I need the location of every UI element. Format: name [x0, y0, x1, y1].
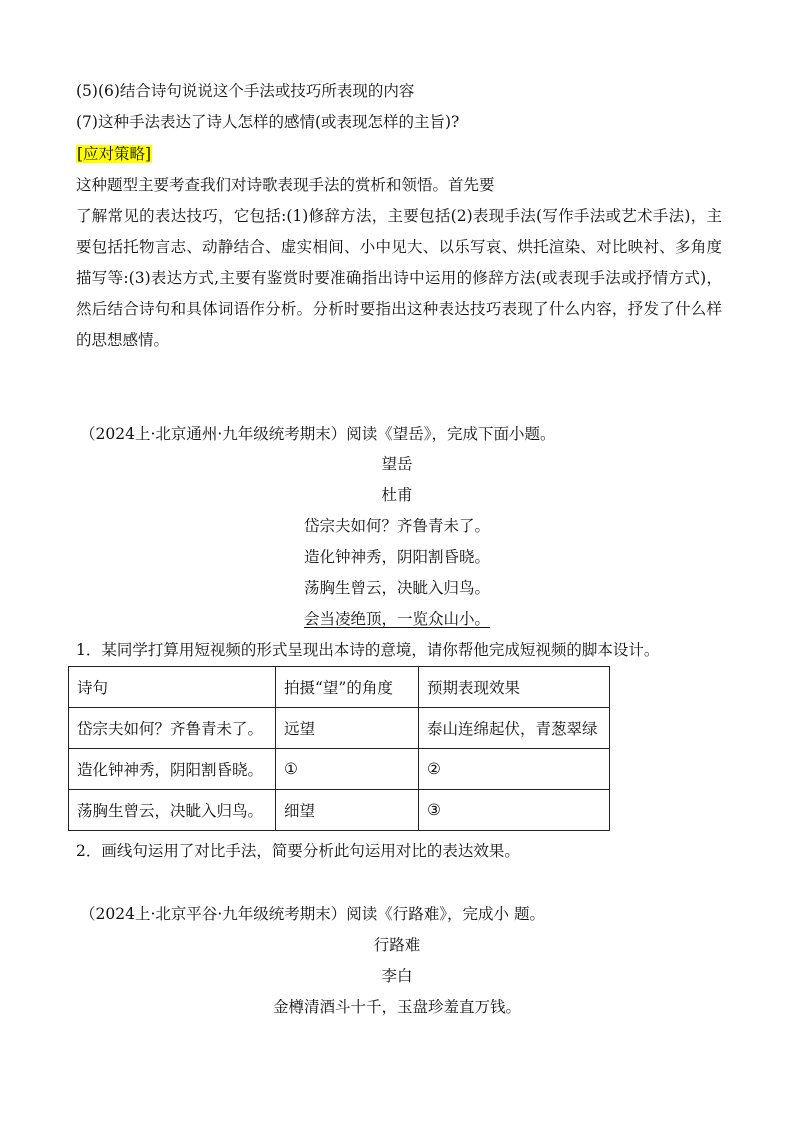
- poem1-line: 造化钟神秀，阴阳割昏晓。: [303, 548, 490, 566]
- table-cell: ①: [276, 749, 419, 790]
- table-header: 拍摄“望”的角度: [276, 667, 419, 708]
- section1-source: （2024上·北京通州·九年级统考期末）阅读《望岳》，完成下面小题。: [80, 425, 556, 443]
- poem2-author: 李白: [381, 967, 413, 985]
- section2-source: （2024上·北京平谷·九年级统考期末）阅读《行路难》，完成小 题。: [80, 905, 545, 923]
- script-table: [68, 666, 610, 831]
- table-cell: 荡胸生曾云，决眦入归鸟。: [69, 790, 276, 831]
- question-1: 1．某同学打算用短视频的形式呈现出本诗的意境，请你帮他完成短视频的脚本设计。: [76, 641, 660, 659]
- table-cell: 岱宗夫如何？齐鲁青未了。: [69, 708, 276, 749]
- poem1-line-underlined: [0, 608, 794, 630]
- strategy-line1: 这种题型主要考查我们对诗歌表现手法的赏析和领悟。首先要: [76, 176, 495, 194]
- poem1-title: 望岳: [381, 455, 413, 473]
- table-header: 诗句: [69, 667, 276, 708]
- table-header-row: [69, 667, 610, 708]
- strategy-body: 了解常见的表达技巧，它包括:(1)修辞方法，主要包括(2)表现手法(写作手法或艺术手法)，主要包括托物言志、动静结合、虚实相间、小中见大、以乐写哀、烘托渲染、对比映衬、多角度描写等:(3)表达方式,主要有鉴赏时要准确指出诗中运用的修辞方法(或表现手法或抒情方式)，然后结合诗句和具体词语作分析。分析时要指出这种表达技巧表现了什么内容，抒发了什么样的思想感情。: [76, 207, 722, 349]
- table-row: [69, 749, 610, 790]
- strategy-label: [应对策略]: [77, 145, 152, 163]
- table-cell: 造化钟神秀，阴阳割昏晓。: [69, 749, 276, 790]
- table-cell: 远望: [276, 708, 419, 749]
- poem1-line: 荡胸生曾云，决眦入归鸟。: [303, 579, 490, 597]
- poem2-line: 金樽清酒斗十千，玉盘珍羞直万钱。: [272, 998, 521, 1016]
- table-cell: ②: [419, 749, 610, 790]
- strategy-label-line: [76, 143, 152, 165]
- underlined-verse: 会当凌绝顶，一览众山小。: [303, 610, 490, 628]
- question-2: 2．画线句运用了对比手法，简要分析此句运用对比的表达效果。: [76, 842, 520, 860]
- question-5-6: (5)(6)结合诗句说说这个手法或技巧所表现的内容: [76, 82, 415, 100]
- question-7: (7)这种手法表达了诗人怎样的感情(或表现怎样的主旨)?: [76, 113, 460, 131]
- table-row: [69, 708, 610, 749]
- table-cell: 细望: [276, 790, 419, 831]
- table-cell: 泰山连绵起伏，青葱翠绿: [419, 708, 610, 749]
- table-row: [69, 790, 610, 831]
- poem1-author: 杜甫: [381, 486, 413, 504]
- poem1-line: 岱宗夫如何？齐鲁青未了。: [303, 517, 490, 535]
- table-header: 预期表现效果: [419, 667, 610, 708]
- poem2-title: 行路难: [373, 936, 421, 954]
- table-cell: ③: [419, 790, 610, 831]
